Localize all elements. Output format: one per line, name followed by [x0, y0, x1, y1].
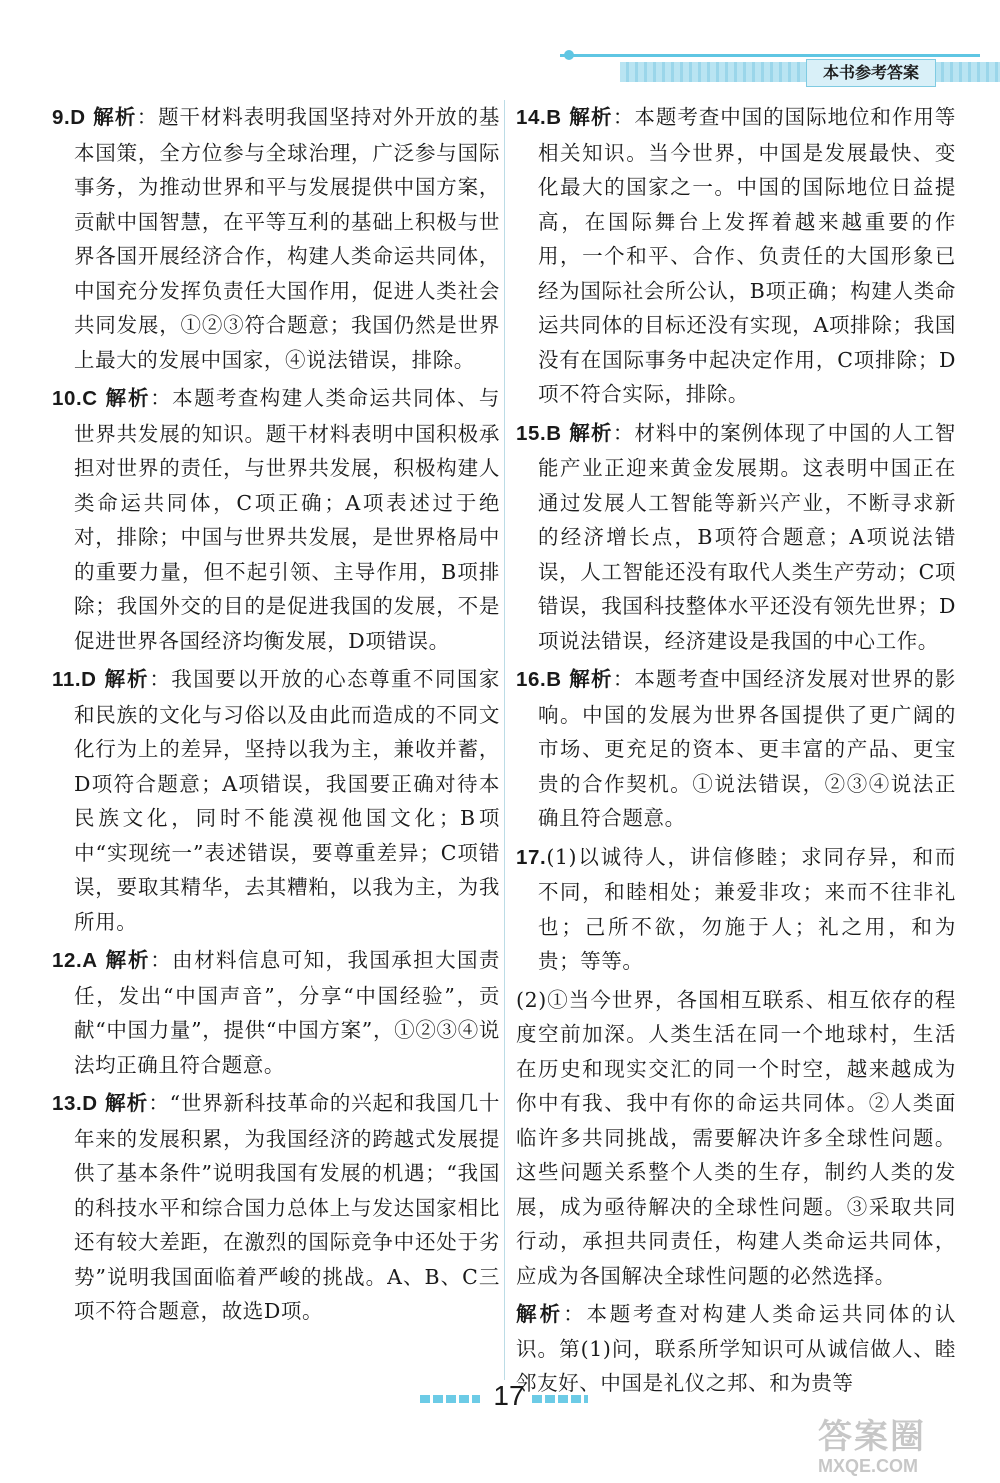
- answer-number: 16.B: [516, 668, 562, 691]
- analysis-label: 解析: [105, 1091, 149, 1115]
- analysis-label: 解析: [516, 1302, 564, 1326]
- analysis-label: 解析: [569, 420, 613, 445]
- answer-item: [52, 662, 500, 939]
- answer-item: [516, 840, 956, 979]
- watermark-sub: MXQE.COM: [818, 1456, 919, 1476]
- answer-number: 11.D: [52, 668, 97, 691]
- answer-item: [52, 1086, 500, 1329]
- column-divider: [504, 100, 505, 1380]
- footer-ornament-left: [420, 1395, 480, 1403]
- header-line: [560, 54, 980, 57]
- answer-item: [52, 943, 500, 1082]
- watermark-main: 答案圈: [818, 1417, 926, 1457]
- right-column: [516, 100, 956, 1405]
- answer-text: ：“世界新科技革命的兴起和我国几十年来的发展积累，为我国经济的跨越式发展提供了基本条件”说明我国有发展的机遇；“我国的科技水平和综合国力总体上与发达国家相比还有较大差距，在激烈的国际竞争中还处于劣势”说明我国面临着严峻的挑战。A、B、C三项不符合题意，故选D项。: [74, 1091, 501, 1323]
- answer-number: 17.: [516, 845, 547, 869]
- answer-item: [516, 100, 956, 412]
- q17-part2: (2)①当今世界，各国相互联系、相互依存的程度空前加深。人类生活在同一个地球村，生活在历史和现实交汇的同一个时空，越来越成为你中有我、我中有你的命运共同体。②人类面临许多共同挑战，需要解决许多全球性问题。这些问题关系整个人类的生存，制约人类的发展，成为亟待解决的全球性问题。③采取共同行动，承担共同责任，构建人类命运共同体，应成为各国解决全球性问题的必然选择。: [516, 987, 956, 1288]
- answer-text: ：本题考查对构建人类命运共同体的认识。第(1)问，联系所学知识可从诚信做人、睦邻友好、中国是礼仪之邦、和为贵等: [516, 1302, 957, 1395]
- watermark-logo: [818, 1418, 998, 1480]
- answer-number: 9.D: [52, 106, 86, 129]
- answer-item: [52, 381, 500, 658]
- analysis-label: 解析: [569, 105, 613, 129]
- analysis-label: 解析: [105, 948, 151, 972]
- answer-text: ：我国要以开放的心态尊重不同国家和民族的文化与习俗以及由此而造成的不同文化行为上的差异，坚持以我为主，兼收并蓄，D项符合题意；A项错误，我国要正确对待本民族文化，同时不能漠视他国文化；B项中“实现统一”表述错误，要尊重差异；C项错误，要取其精华，去其糟粕，以我为主，为我所用。: [74, 667, 500, 934]
- answer-text: ：材料中的案例体现了中国的人工智能产业正迎来黄金发展期。这表明中国正在通过发展人工智能等新兴产业，不断寻求新的经济增长点，B项符合题意；A项说法错误，人工智能还没有取代人类生产劳动；C项错误，我国科技整体水平还没有领先世界；D项说法错误，经济建设是我国的中心工作。: [538, 420, 956, 653]
- header-ribbon: [560, 44, 1000, 88]
- answer-text: ：本题考查中国的国际地位和作用等相关知识。当今世界，中国是发展最快、变化最大的国家之一。中国的国际地位日益提高，在国际舞台上发挥着越来越重要的作用，一个和平、合作、负责任的大国形象已经为国际社会所公认，B项正确；构建人类命运共同体的目标还没有实现，A项排除；我国没有在国际事务中起决定作用，C项排除；D项不符合实际，排除。: [538, 105, 956, 406]
- header-dot: [564, 50, 574, 60]
- answer-item: [516, 416, 956, 659]
- answer-text: ：题干材料表明我国坚持对外开放的基本国策，全方位参与全球治理，广泛参与国际事务，为推动世界和平与发展提供中国方案，贡献中国智慧，在平等互利的基础上积极与世界各国开展经济合作，构建人类命运共同体，中国充分发挥负责任大国作用，促进人类社会共同发展，①②③符合题意；我国仍然是世界上最大的发展中国家，④说法错误，排除。: [74, 105, 500, 372]
- answer-item: [52, 100, 500, 377]
- analysis-label: 解析: [105, 386, 151, 410]
- header-title: 本书参考答案: [806, 59, 936, 87]
- answer-text: ：本题考查中国经济发展对世界的影响。中国的发展为世界各国提供了更广阔的市场、更充足的资本、更丰富的产品、更宝贵的合作契机。①说法错误，②③④说法正确且符合题意。: [538, 667, 956, 830]
- answer-text: (1)以诚待人，讲信修睦；求同存异，和而不同，和睦相处；兼爱非攻；来而不往非礼也；己所不欲，勿施于人；礼之用，和为贵；等等。: [538, 844, 956, 973]
- footer-ornament-right: [532, 1395, 588, 1403]
- page-footer: [420, 1380, 620, 1420]
- analysis-label: 解析: [569, 667, 613, 691]
- analysis-label: 解析: [93, 105, 137, 129]
- page-number: 17: [493, 1380, 525, 1411]
- answer-number: 12.A: [52, 949, 98, 972]
- answer-text: ：本题考查构建人类命运共同体、与世界共发展的知识。题干材料表明中国积极承担对世界的责任，与世界共发展，积极构建人类命运共同体，C项正确；A项表述过于绝对，排除；中国与世界共发展，是世界格局中的重要力量，但不起引领、主导作用，B项排除；我国外交的目的是促进我国的发展，不是促进世界各国经济均衡发展，D项错误。: [74, 386, 500, 653]
- answer-text: ：由材料信息可知，我国承担大国责任，发出“中国声音”，分享“中国经验”，贡献“中国力量”，提供“中国方案”，①②③④说法均正确且符合题意。: [74, 948, 500, 1077]
- answer-item: [516, 662, 956, 836]
- answer-number: 15.B: [516, 421, 562, 445]
- answer-number: 14.B: [516, 106, 562, 129]
- analysis-label: 解析: [104, 667, 150, 691]
- left-column: [52, 100, 500, 1333]
- answer-number: 10.C: [52, 387, 98, 410]
- answer-number: 13.D: [52, 1092, 98, 1115]
